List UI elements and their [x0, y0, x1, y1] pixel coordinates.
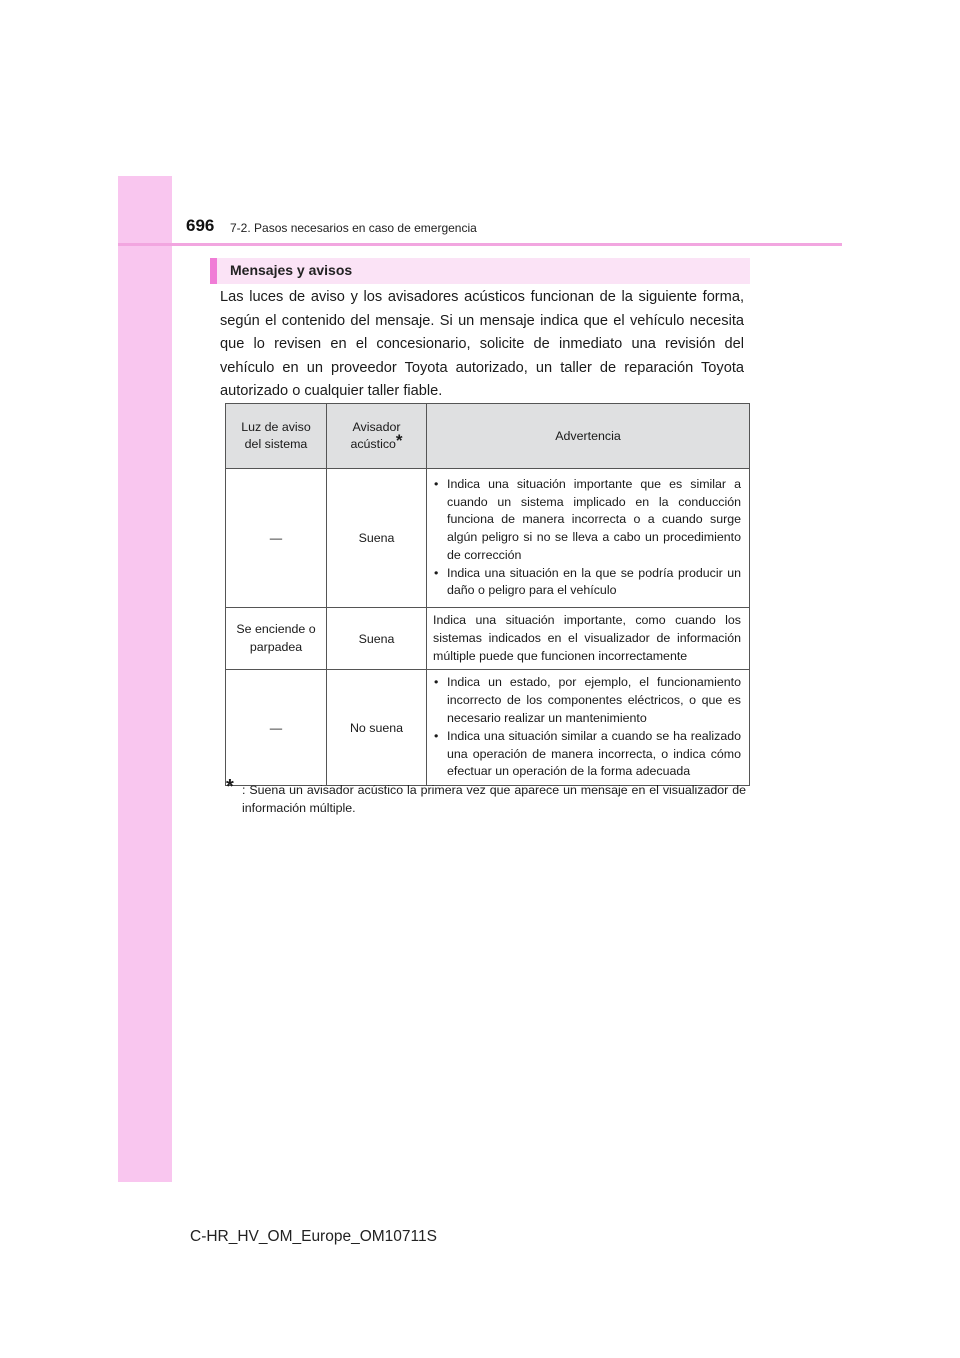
section-title: 7-2. Pasos necesarios en caso de emergencia — [230, 221, 477, 235]
list-item: • Indica una situación en la que se podría producir un daño o peligro para el vehículo — [433, 565, 741, 601]
footnote — [226, 776, 746, 817]
cell-buzzer: Suena — [327, 608, 427, 670]
cell-light: Se enciende o parpadea — [226, 608, 327, 670]
table-row — [226, 608, 750, 670]
cell-warning: Indica una situación importante, como cuando los sistemas indicados en el visualizador de información múltiple puede que funcionen incorrectamente — [427, 608, 750, 670]
cell-warning — [427, 670, 750, 786]
cell-warning — [427, 469, 750, 608]
table-row — [226, 670, 750, 786]
cell-light: — — [226, 469, 327, 608]
footnote-text: : Suena un avisador acústico la primera vez que aparece un mensaje en el visualizador de información múltiple. — [242, 783, 746, 815]
header-warning-light: Luz de aviso del sistema — [226, 404, 327, 469]
footnote-asterisk: * — [226, 776, 234, 798]
asterisk-mark: * — [395, 431, 403, 450]
table-header-row — [226, 404, 750, 469]
list-item: • Indica una situación similar a cuando se ha realizado una operación de manera incorrecta, o indica cómo efectuar un operación de la forma adecuada — [433, 728, 741, 781]
cell-buzzer: Suena — [327, 469, 427, 608]
list-item: • Indica una situación importante que es similar a cuando un sistema implicado en la conducción funciona de manera incorrecta o a cuando surge algún peligro si no se lleva a cabo un procedimiento de corrección — [433, 476, 741, 565]
subsection-title: Mensajes y avisos — [230, 262, 353, 278]
table-row — [226, 469, 750, 608]
page-number: 696 — [186, 216, 215, 235]
document-code: C-HR_HV_OM_Europe_OM10711S — [190, 1228, 437, 1245]
warning-table — [225, 403, 750, 786]
header-buzzer: Avisador acústico* — [327, 404, 427, 469]
intro-paragraph: Las luces de aviso y los avisadores acústicos funcionan de la siguiente forma, según el contenido del mensaje. Si un mensaje indica que el vehículo necesita que lo revisen en el concesionario, solicite de inmediato una revisión del vehículo en un proveedor Toyota autorizado, un taller de reparación Toyota autorizado o cualquier taller fiable. — [220, 289, 744, 399]
side-tab-bar — [118, 176, 172, 1182]
cell-buzzer: No suena — [327, 670, 427, 786]
header-rule — [118, 243, 842, 246]
cell-light: — — [226, 670, 327, 786]
header-warning: Advertencia — [427, 404, 750, 469]
list-item: • Indica un estado, por ejemplo, el funcionamiento incorrecto de los componentes eléctricos, o que es necesario realizar un mantenimiento — [433, 674, 741, 727]
subsection-heading — [210, 258, 750, 284]
